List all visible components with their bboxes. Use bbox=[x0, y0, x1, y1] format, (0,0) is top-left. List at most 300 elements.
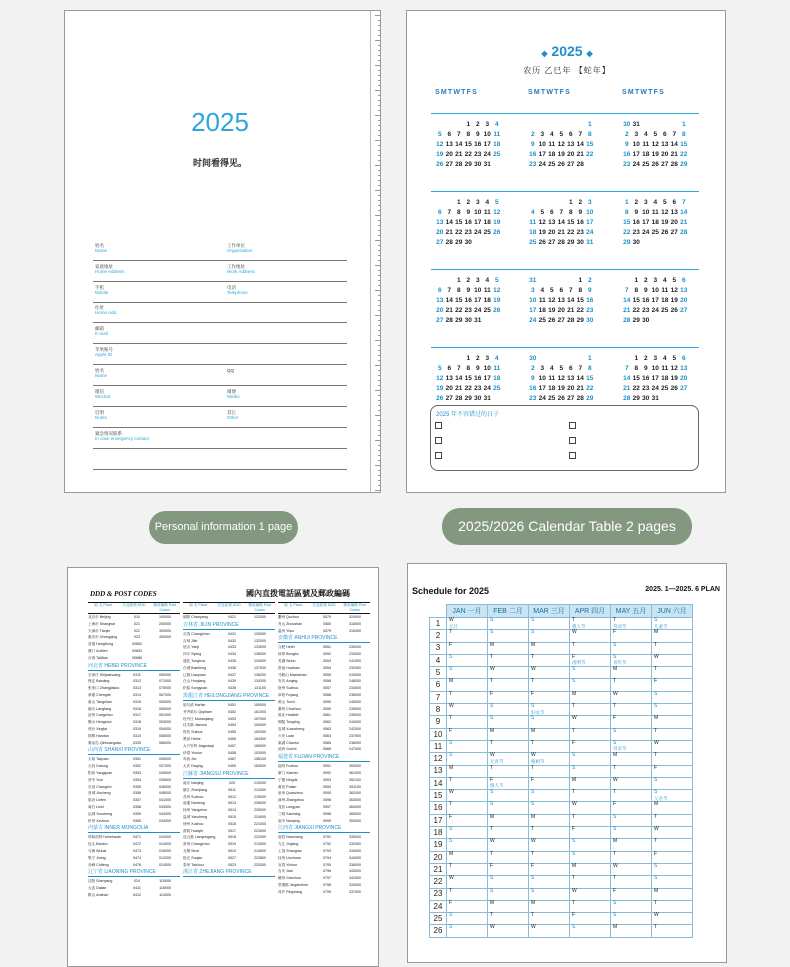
schedule-cell[interactable] bbox=[447, 802, 488, 814]
info-field-row[interactable] bbox=[93, 326, 347, 344]
schedule-cell[interactable] bbox=[488, 704, 529, 716]
calendar-day[interactable]: 2 bbox=[578, 199, 583, 206]
calendar-day[interactable]: 19 bbox=[557, 151, 565, 158]
calendar-day[interactable]: 18 bbox=[483, 219, 491, 226]
calendar-day[interactable]: 24 bbox=[474, 229, 482, 236]
calendar-day[interactable]: 14 bbox=[680, 209, 688, 216]
calendar-day[interactable]: 29 bbox=[586, 395, 594, 402]
calendar-day[interactable]: 16 bbox=[576, 219, 584, 226]
schedule-cell[interactable] bbox=[447, 814, 488, 826]
calendar-day[interactable]: 6 bbox=[662, 131, 667, 138]
calendar-day[interactable]: 29 bbox=[632, 395, 640, 402]
schedule-cell[interactable] bbox=[611, 618, 652, 630]
schedule-cell[interactable] bbox=[611, 913, 652, 925]
schedule-cell[interactable] bbox=[529, 667, 570, 679]
calendar-day[interactable]: 20 bbox=[557, 307, 565, 314]
calendar-day[interactable]: 16 bbox=[632, 219, 640, 226]
schedule-cell[interactable] bbox=[570, 679, 611, 691]
calendar-day[interactable]: 3 bbox=[653, 355, 658, 362]
calendar-day[interactable]: 9 bbox=[643, 365, 648, 372]
calendar-day[interactable]: 6 bbox=[672, 199, 677, 206]
calendar-day[interactable]: 24 bbox=[529, 317, 537, 324]
schedule-cell[interactable] bbox=[529, 679, 570, 691]
calendar-day[interactable] bbox=[670, 121, 680, 131]
calendar-day[interactable] bbox=[547, 121, 557, 131]
calendar-day[interactable]: 2 bbox=[643, 355, 648, 362]
schedule-cell[interactable] bbox=[529, 630, 570, 642]
checkbox[interactable] bbox=[435, 437, 442, 444]
calendar-day[interactable]: 14 bbox=[623, 375, 631, 382]
calendar-day[interactable]: 7 bbox=[578, 131, 583, 138]
calendar-day[interactable]: 18 bbox=[493, 141, 501, 148]
calendar-day[interactable]: 2 bbox=[530, 365, 535, 372]
calendar-day[interactable]: 28 bbox=[623, 317, 631, 324]
schedule-cell[interactable] bbox=[611, 888, 652, 900]
calendar-day[interactable] bbox=[679, 395, 689, 405]
calendar-day[interactable]: 6 bbox=[559, 287, 564, 294]
calendar-day[interactable]: 9 bbox=[466, 287, 471, 294]
calendar-day[interactable]: 2 bbox=[643, 277, 648, 284]
calendar-day[interactable]: 13 bbox=[445, 141, 453, 148]
calendar-day[interactable] bbox=[651, 239, 661, 249]
calendar-day[interactable]: 7 bbox=[681, 199, 686, 206]
calendar-day[interactable]: 14 bbox=[576, 141, 584, 148]
calendar-day[interactable]: 23 bbox=[632, 229, 640, 236]
calendar-day[interactable] bbox=[557, 355, 567, 365]
calendar-day[interactable] bbox=[585, 161, 595, 171]
calendar-day[interactable]: 11 bbox=[483, 209, 491, 216]
calendar-day[interactable]: 24 bbox=[642, 229, 650, 236]
calendar-day[interactable]: 7 bbox=[447, 287, 452, 294]
calendar-day[interactable]: 15 bbox=[567, 219, 575, 226]
info-field-row[interactable] bbox=[93, 431, 347, 449]
calendar-day[interactable] bbox=[660, 121, 670, 131]
schedule-cell[interactable] bbox=[529, 618, 570, 630]
schedule-cell[interactable] bbox=[570, 814, 611, 826]
calendar-day[interactable]: 13 bbox=[548, 219, 556, 226]
calendar-day[interactable]: 3 bbox=[587, 199, 592, 206]
calendar-day[interactable]: 15 bbox=[464, 141, 472, 148]
calendar-day[interactable]: 17 bbox=[651, 375, 659, 382]
calendar-day[interactable]: 19 bbox=[493, 297, 501, 304]
calendar-day[interactable]: 23 bbox=[529, 395, 537, 402]
calendar-day[interactable]: 31 bbox=[632, 121, 640, 128]
calendar-day[interactable]: 18 bbox=[642, 151, 650, 158]
calendar-day[interactable]: 16 bbox=[623, 151, 631, 158]
calendar-day[interactable]: 19 bbox=[661, 219, 669, 226]
schedule-cell[interactable] bbox=[447, 667, 488, 679]
calendar-day[interactable]: 20 bbox=[680, 297, 688, 304]
schedule-cell[interactable] bbox=[447, 790, 488, 802]
calendar-day[interactable]: 12 bbox=[557, 141, 565, 148]
calendar-day[interactable]: 28 bbox=[445, 317, 453, 324]
calendar-day[interactable]: 25 bbox=[538, 317, 546, 324]
calendar-day[interactable]: 27 bbox=[680, 307, 688, 314]
calendar-day[interactable]: 16 bbox=[586, 297, 594, 304]
calendar-day[interactable]: 26 bbox=[538, 239, 546, 246]
calendar-day[interactable]: 1 bbox=[466, 121, 471, 128]
schedule-cell[interactable] bbox=[611, 790, 652, 802]
schedule-cell[interactable] bbox=[652, 704, 693, 716]
calendar-day[interactable] bbox=[492, 395, 502, 405]
schedule-cell[interactable] bbox=[529, 839, 570, 851]
calendar-day[interactable]: 25 bbox=[661, 307, 669, 314]
schedule-cell[interactable] bbox=[488, 913, 529, 925]
schedule-cell[interactable] bbox=[447, 630, 488, 642]
calendar-day[interactable]: 5 bbox=[559, 131, 564, 138]
schedule-cell[interactable] bbox=[488, 888, 529, 900]
schedule-cell[interactable] bbox=[570, 790, 611, 802]
calendar-day[interactable]: 1 bbox=[456, 277, 461, 284]
calendar-day[interactable]: 5 bbox=[653, 131, 658, 138]
calendar-day[interactable]: 21 bbox=[557, 229, 565, 236]
schedule-cell[interactable] bbox=[570, 851, 611, 863]
calendar-day[interactable]: 14 bbox=[567, 297, 575, 304]
schedule-cell[interactable] bbox=[447, 642, 488, 654]
calendar-day[interactable]: 24 bbox=[651, 385, 659, 392]
calendar-day[interactable]: 26 bbox=[557, 161, 565, 168]
calendar-day[interactable] bbox=[557, 277, 567, 287]
schedule-cell[interactable] bbox=[652, 925, 693, 937]
calendar-day[interactable]: 29 bbox=[576, 317, 584, 324]
schedule-cell[interactable] bbox=[652, 913, 693, 925]
calendar-day[interactable]: 30 bbox=[464, 317, 472, 324]
schedule-cell[interactable] bbox=[570, 900, 611, 912]
calendar-day[interactable]: 9 bbox=[466, 209, 471, 216]
calendar-day[interactable]: 11 bbox=[493, 365, 501, 372]
schedule-cell[interactable] bbox=[529, 863, 570, 875]
calendar-day[interactable]: 13 bbox=[680, 287, 688, 294]
calendar-day[interactable]: 8 bbox=[634, 365, 639, 372]
schedule-cell[interactable] bbox=[529, 925, 570, 937]
calendar-day[interactable]: 3 bbox=[485, 121, 490, 128]
schedule-cell[interactable] bbox=[652, 667, 693, 679]
schedule-cell[interactable] bbox=[611, 802, 652, 814]
calendar-day[interactable]: 15 bbox=[586, 375, 594, 382]
schedule-cell[interactable] bbox=[529, 876, 570, 888]
calendar-day[interactable]: 14 bbox=[576, 375, 584, 382]
calendar-day[interactable]: 1 bbox=[456, 199, 461, 206]
calendar-day[interactable]: 2 bbox=[466, 199, 471, 206]
calendar-day[interactable]: 8 bbox=[456, 287, 461, 294]
calendar-day[interactable]: 29 bbox=[455, 239, 463, 246]
schedule-cell[interactable] bbox=[652, 679, 693, 691]
schedule-cell[interactable] bbox=[488, 716, 529, 728]
calendar-day[interactable]: 4 bbox=[662, 277, 667, 284]
schedule-cell[interactable] bbox=[652, 728, 693, 740]
calendar-day[interactable]: 16 bbox=[529, 151, 537, 158]
calendar-day[interactable]: 23 bbox=[464, 229, 472, 236]
schedule-cell[interactable] bbox=[447, 753, 488, 765]
calendar-day[interactable]: 3 bbox=[475, 277, 480, 284]
calendar-day[interactable] bbox=[435, 121, 445, 131]
calendar-day[interactable] bbox=[622, 355, 632, 365]
calendar-day[interactable]: 30 bbox=[464, 239, 472, 246]
info-field-row[interactable] bbox=[93, 243, 347, 261]
schedule-cell[interactable] bbox=[488, 765, 529, 777]
calendar-day[interactable]: 26 bbox=[436, 161, 444, 168]
calendar-day[interactable]: 22 bbox=[586, 151, 594, 158]
calendar-day[interactable]: 13 bbox=[567, 141, 575, 148]
calendar-day[interactable]: 21 bbox=[445, 229, 453, 236]
calendar-day[interactable]: 15 bbox=[455, 219, 463, 226]
calendar-day[interactable]: 5 bbox=[540, 209, 545, 216]
schedule-cell[interactable] bbox=[447, 876, 488, 888]
calendar-day[interactable]: 30 bbox=[474, 161, 482, 168]
schedule-cell[interactable] bbox=[529, 716, 570, 728]
calendar-day[interactable]: 2 bbox=[475, 121, 480, 128]
calendar-day[interactable]: 7 bbox=[456, 131, 461, 138]
calendar-day[interactable]: 6 bbox=[681, 355, 686, 362]
calendar-day[interactable] bbox=[435, 355, 445, 365]
calendar-day[interactable]: 28 bbox=[557, 239, 565, 246]
calendar-day[interactable] bbox=[660, 395, 670, 405]
calendar-day[interactable]: 7 bbox=[672, 131, 677, 138]
calendar-day[interactable]: 3 bbox=[540, 365, 545, 372]
calendar-day[interactable] bbox=[492, 161, 502, 171]
calendar-day[interactable]: 28 bbox=[680, 229, 688, 236]
calendar-day[interactable]: 12 bbox=[493, 287, 501, 294]
calendar-day[interactable]: 24 bbox=[538, 395, 546, 402]
schedule-cell[interactable] bbox=[488, 777, 529, 789]
schedule-cell[interactable] bbox=[447, 654, 488, 666]
calendar-day[interactable]: 6 bbox=[549, 209, 554, 216]
calendar-day[interactable]: 21 bbox=[623, 385, 631, 392]
calendar-day[interactable]: 17 bbox=[538, 151, 546, 158]
calendar-day[interactable]: 4 bbox=[653, 199, 658, 206]
schedule-cell[interactable] bbox=[447, 925, 488, 937]
calendar-day[interactable]: 30 bbox=[529, 355, 537, 362]
schedule-cell[interactable] bbox=[611, 642, 652, 654]
calendar-day[interactable] bbox=[538, 199, 548, 209]
calendar-day[interactable]: 29 bbox=[464, 161, 472, 168]
calendar-day[interactable]: 17 bbox=[642, 219, 650, 226]
calendar-day[interactable]: 26 bbox=[670, 307, 678, 314]
schedule-cell[interactable] bbox=[488, 679, 529, 691]
calendar-day[interactable]: 7 bbox=[624, 287, 629, 294]
schedule-cell[interactable] bbox=[529, 654, 570, 666]
schedule-cell[interactable] bbox=[529, 814, 570, 826]
calendar-day[interactable]: 1 bbox=[681, 121, 686, 128]
calendar-day[interactable]: 22 bbox=[567, 229, 575, 236]
calendar-day[interactable]: 9 bbox=[475, 131, 480, 138]
calendar-day[interactable]: 26 bbox=[670, 385, 678, 392]
schedule-cell[interactable] bbox=[529, 704, 570, 716]
schedule-cell[interactable] bbox=[570, 863, 611, 875]
calendar-day[interactable]: 9 bbox=[634, 209, 639, 216]
calendar-day[interactable]: 20 bbox=[670, 219, 678, 226]
schedule-cell[interactable] bbox=[611, 900, 652, 912]
calendar-day[interactable]: 18 bbox=[661, 297, 669, 304]
calendar-day[interactable]: 25 bbox=[548, 395, 556, 402]
calendar-day[interactable]: 15 bbox=[576, 297, 584, 304]
calendar-day[interactable]: 26 bbox=[436, 395, 444, 402]
schedule-cell[interactable] bbox=[447, 618, 488, 630]
schedule-cell[interactable] bbox=[570, 728, 611, 740]
calendar-day[interactable]: 9 bbox=[530, 375, 535, 382]
calendar-day[interactable]: 26 bbox=[548, 317, 556, 324]
calendar-day[interactable]: 23 bbox=[474, 385, 482, 392]
calendar-day[interactable]: 8 bbox=[624, 209, 629, 216]
schedule-cell[interactable] bbox=[611, 679, 652, 691]
schedule-cell[interactable] bbox=[447, 839, 488, 851]
calendar-day[interactable]: 3 bbox=[634, 131, 639, 138]
calendar-day[interactable]: 10 bbox=[538, 141, 546, 148]
calendar-day[interactable]: 12 bbox=[436, 375, 444, 382]
calendar-day[interactable]: 3 bbox=[653, 277, 658, 284]
calendar-day[interactable]: 23 bbox=[529, 161, 537, 168]
calendar-day[interactable]: 16 bbox=[642, 297, 650, 304]
calendar-day[interactable]: 19 bbox=[670, 375, 678, 382]
schedule-cell[interactable] bbox=[652, 863, 693, 875]
schedule-cell[interactable] bbox=[447, 704, 488, 716]
calendar-day[interactable]: 14 bbox=[455, 141, 463, 148]
calendar-day[interactable]: 9 bbox=[624, 141, 629, 148]
schedule-cell[interactable] bbox=[652, 814, 693, 826]
calendar-day[interactable]: 13 bbox=[680, 365, 688, 372]
calendar-day[interactable]: 5 bbox=[494, 199, 499, 206]
schedule-cell[interactable] bbox=[652, 753, 693, 765]
calendar-day[interactable]: 22 bbox=[455, 307, 463, 314]
schedule-cell[interactable] bbox=[611, 654, 652, 666]
calendar-day[interactable]: 20 bbox=[445, 385, 453, 392]
calendar-day[interactable]: 8 bbox=[634, 287, 639, 294]
schedule-cell[interactable] bbox=[529, 827, 570, 839]
schedule-cell[interactable] bbox=[570, 827, 611, 839]
schedule-cell[interactable] bbox=[529, 777, 570, 789]
calendar-day[interactable]: 27 bbox=[548, 239, 556, 246]
schedule-cell[interactable] bbox=[447, 863, 488, 875]
calendar-day[interactable]: 18 bbox=[538, 307, 546, 314]
calendar-day[interactable]: 27 bbox=[436, 239, 444, 246]
schedule-cell[interactable] bbox=[488, 839, 529, 851]
calendar-day[interactable]: 1 bbox=[634, 277, 639, 284]
schedule-cell[interactable] bbox=[652, 790, 693, 802]
calendar-day[interactable]: 10 bbox=[474, 287, 482, 294]
schedule-cell[interactable] bbox=[652, 740, 693, 752]
schedule-cell[interactable] bbox=[611, 728, 652, 740]
calendar-day[interactable] bbox=[547, 199, 557, 209]
calendar-day[interactable]: 11 bbox=[661, 365, 669, 372]
calendar-day[interactable]: 17 bbox=[474, 219, 482, 226]
calendar-day[interactable]: 22 bbox=[632, 307, 640, 314]
schedule-cell[interactable] bbox=[570, 740, 611, 752]
schedule-cell[interactable] bbox=[652, 802, 693, 814]
schedule-cell[interactable] bbox=[611, 876, 652, 888]
calendar-day[interactable] bbox=[547, 277, 557, 287]
calendar-day[interactable]: 20 bbox=[567, 385, 575, 392]
schedule-cell[interactable] bbox=[447, 900, 488, 912]
calendar-day[interactable]: 29 bbox=[632, 317, 640, 324]
schedule-cell[interactable] bbox=[570, 630, 611, 642]
info-field-row[interactable] bbox=[93, 285, 347, 303]
calendar-day[interactable]: 28 bbox=[567, 317, 575, 324]
schedule-cell[interactable] bbox=[447, 740, 488, 752]
calendar-day[interactable]: 11 bbox=[651, 209, 659, 216]
calendar-day[interactable]: 11 bbox=[483, 287, 491, 294]
schedule-cell[interactable] bbox=[488, 851, 529, 863]
calendar-day[interactable]: 29 bbox=[464, 395, 472, 402]
schedule-cell[interactable] bbox=[570, 654, 611, 666]
calendar-day[interactable]: 29 bbox=[623, 239, 631, 246]
schedule-cell[interactable] bbox=[488, 642, 529, 654]
calendar-day[interactable]: 11 bbox=[661, 287, 669, 294]
calendar-day[interactable]: 27 bbox=[557, 317, 565, 324]
calendar-day[interactable]: 31 bbox=[483, 161, 491, 168]
calendar-day[interactable]: 17 bbox=[651, 297, 659, 304]
schedule-cell[interactable] bbox=[652, 654, 693, 666]
calendar-day[interactable]: 18 bbox=[483, 297, 491, 304]
calendar-day[interactable]: 7 bbox=[568, 287, 573, 294]
calendar-day[interactable]: 9 bbox=[530, 141, 535, 148]
calendar-day[interactable]: 9 bbox=[643, 287, 648, 294]
calendar-day[interactable]: 14 bbox=[445, 219, 453, 226]
schedule-cell[interactable] bbox=[447, 691, 488, 703]
calendar-day[interactable]: 26 bbox=[493, 307, 501, 314]
calendar-day[interactable]: 28 bbox=[455, 395, 463, 402]
calendar-day[interactable]: 11 bbox=[642, 141, 650, 148]
schedule-cell[interactable] bbox=[570, 691, 611, 703]
schedule-cell[interactable] bbox=[611, 863, 652, 875]
calendar-day[interactable]: 25 bbox=[642, 161, 650, 168]
schedule-cell[interactable] bbox=[611, 814, 652, 826]
calendar-day[interactable]: 30 bbox=[642, 317, 650, 324]
calendar-day[interactable]: 5 bbox=[549, 287, 554, 294]
calendar-day[interactable]: 30 bbox=[586, 317, 594, 324]
calendar-day[interactable] bbox=[651, 121, 661, 131]
schedule-cell[interactable] bbox=[611, 851, 652, 863]
calendar-day[interactable]: 10 bbox=[651, 365, 659, 372]
calendar-day[interactable]: 27 bbox=[445, 395, 453, 402]
calendar-day[interactable]: 18 bbox=[661, 375, 669, 382]
calendar-day[interactable]: 1 bbox=[634, 355, 639, 362]
calendar-day[interactable]: 8 bbox=[466, 365, 471, 372]
calendar-day[interactable]: 31 bbox=[651, 395, 659, 402]
calendar-day[interactable]: 17 bbox=[538, 385, 546, 392]
calendar-day[interactable]: 4 bbox=[494, 355, 499, 362]
calendar-day[interactable]: 3 bbox=[643, 199, 648, 206]
schedule-cell[interactable] bbox=[488, 753, 529, 765]
calendar-day[interactable] bbox=[483, 317, 493, 327]
calendar-day[interactable]: 5 bbox=[672, 277, 677, 284]
calendar-day[interactable]: 12 bbox=[557, 375, 565, 382]
calendar-day[interactable]: 12 bbox=[661, 209, 669, 216]
info-field-row[interactable] bbox=[93, 410, 347, 428]
calendar-day[interactable] bbox=[454, 355, 464, 365]
calendar-day[interactable]: 25 bbox=[651, 229, 659, 236]
schedule-cell[interactable] bbox=[570, 642, 611, 654]
info-field-row[interactable] bbox=[93, 347, 347, 365]
schedule-cell[interactable] bbox=[529, 790, 570, 802]
info-field-row[interactable] bbox=[93, 264, 347, 282]
calendar-day[interactable]: 14 bbox=[670, 141, 678, 148]
calendar-day[interactable]: 19 bbox=[538, 229, 546, 236]
calendar-day[interactable]: 20 bbox=[567, 151, 575, 158]
calendar-day[interactable]: 12 bbox=[651, 141, 659, 148]
schedule-cell[interactable] bbox=[570, 802, 611, 814]
schedule-cell[interactable] bbox=[570, 913, 611, 925]
schedule-cell[interactable] bbox=[611, 716, 652, 728]
schedule-cell[interactable] bbox=[488, 630, 529, 642]
schedule-cell[interactable] bbox=[447, 716, 488, 728]
schedule-cell[interactable] bbox=[529, 888, 570, 900]
schedule-cell[interactable] bbox=[529, 765, 570, 777]
calendar-day[interactable] bbox=[492, 239, 502, 249]
calendar-day[interactable]: 9 bbox=[587, 287, 592, 294]
schedule-cell[interactable] bbox=[652, 642, 693, 654]
calendar-day[interactable]: 10 bbox=[483, 365, 491, 372]
schedule-cell[interactable] bbox=[529, 642, 570, 654]
